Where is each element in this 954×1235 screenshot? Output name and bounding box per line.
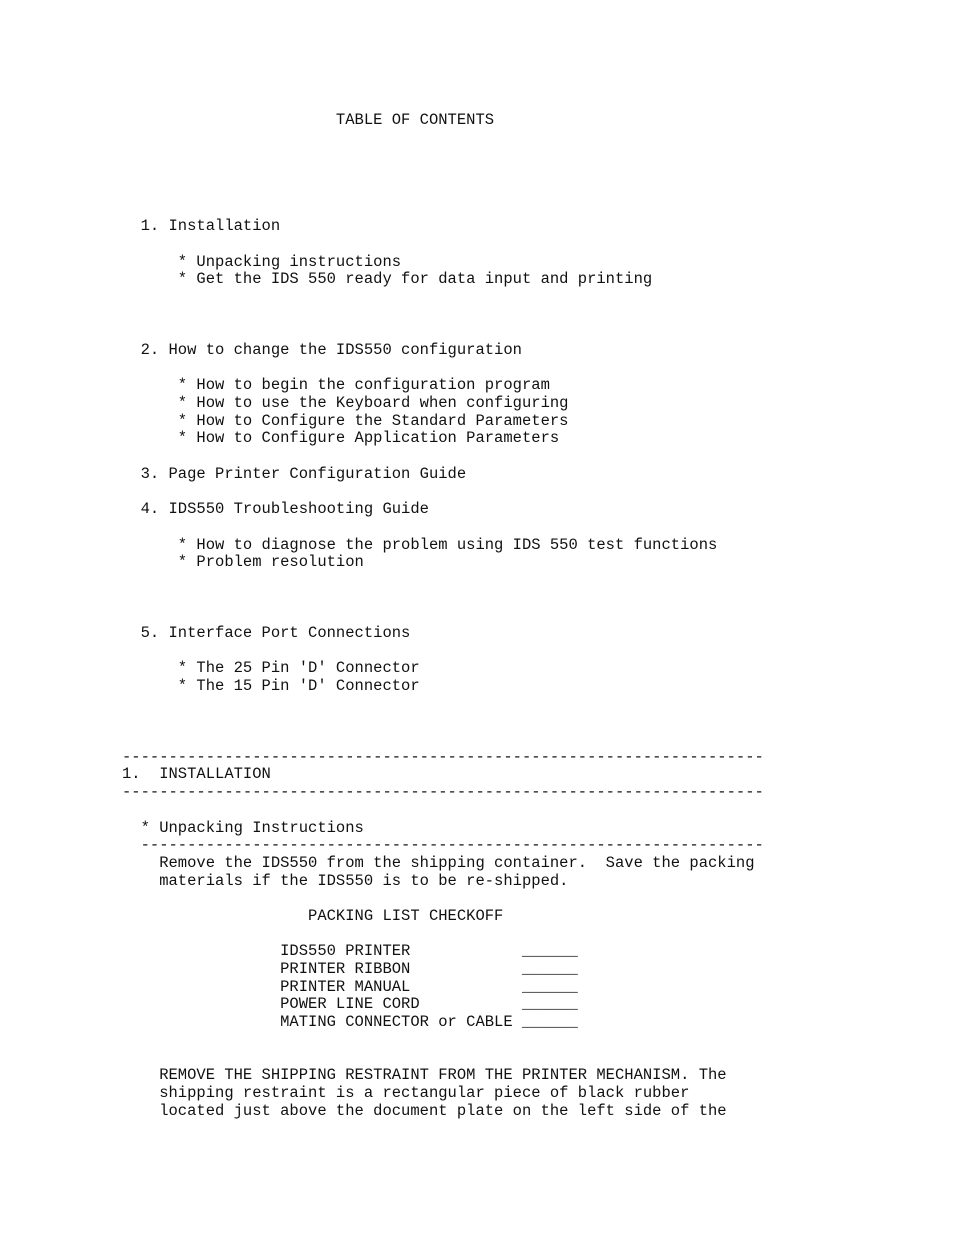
text-line: * Problem resolution bbox=[122, 553, 364, 572]
text-line bbox=[122, 713, 764, 731]
text-line bbox=[122, 147, 764, 165]
text-line bbox=[122, 643, 764, 661]
text-line: * Unpacking instructions bbox=[122, 252, 402, 271]
text-line: Remove the IDS550 from the shipping container. Save the packing bbox=[122, 853, 755, 872]
text-line: PRINTER RIBBON ______ bbox=[122, 960, 578, 978]
text-line: PRINTER MANUAL ______ bbox=[122, 977, 578, 996]
text-line bbox=[122, 890, 764, 908]
text-line: POWER LINE CORD ______ bbox=[122, 995, 578, 1014]
text-line bbox=[122, 1049, 764, 1067]
text-line: * How to begin the configuration program bbox=[122, 376, 550, 395]
document-page bbox=[122, 112, 764, 1120]
text-line: 1. Installation bbox=[122, 217, 281, 236]
text-line: REMOVE THE SHIPPING RESTRAINT FROM THE PRINTER MECHANISM. The bbox=[122, 1066, 727, 1085]
text-line: 2. How to change the IDS550 configuration bbox=[122, 340, 522, 359]
text-line: located just above the document plate on the left side of the bbox=[122, 1101, 727, 1120]
text-line bbox=[122, 200, 764, 218]
text-line bbox=[122, 926, 764, 944]
text-line: shipping restraint is a rectangular piece of black rubber bbox=[122, 1083, 690, 1102]
text-line: --------------------------------------------------------------------- bbox=[122, 783, 764, 802]
text-line: 3. Page Printer Configuration Guide bbox=[122, 464, 467, 483]
text-line bbox=[122, 183, 764, 201]
text-line: materials if the IDS550 is to be re-shipped. bbox=[122, 871, 569, 890]
text-line: * How to Configure the Standard Parameters bbox=[122, 411, 569, 430]
text-line bbox=[122, 590, 764, 608]
text-line: ------------------------------------------------------------------- bbox=[122, 836, 764, 855]
text-line bbox=[122, 360, 764, 378]
text-line: IDS550 PRINTER ______ bbox=[122, 942, 578, 961]
text-line bbox=[122, 236, 764, 254]
text-line bbox=[122, 165, 764, 183]
text-line: MATING CONNECTOR or CABLE ______ bbox=[122, 1013, 578, 1032]
text-line: 4. IDS550 Troubleshooting Guide bbox=[122, 500, 429, 519]
text-line: * The 25 Pin 'D' Connector bbox=[122, 659, 420, 678]
text-line: * Get the IDS 550 ready for data input and printing bbox=[122, 270, 653, 289]
text-line: * How to Configure Application Parameters bbox=[122, 429, 560, 448]
text-line bbox=[122, 696, 764, 714]
text-line: * Unpacking Instructions bbox=[122, 818, 364, 837]
text-line bbox=[122, 519, 764, 537]
text-line bbox=[122, 324, 764, 342]
text-line: --------------------------------------------------------------------- bbox=[122, 747, 764, 766]
text-line bbox=[122, 307, 764, 325]
text-line: TABLE OF CONTENTS bbox=[122, 111, 495, 129]
text-line bbox=[122, 289, 764, 307]
text-line bbox=[122, 802, 764, 820]
text-line bbox=[122, 572, 764, 590]
text-line: * How to use the Keyboard when configuring bbox=[122, 394, 569, 412]
text-line bbox=[122, 483, 764, 501]
text-line bbox=[122, 1032, 764, 1050]
text-line bbox=[122, 130, 764, 148]
text-line: PACKING LIST CHECKOFF bbox=[122, 906, 504, 925]
text-line: 1. INSTALLATION bbox=[122, 765, 271, 784]
text-line bbox=[122, 448, 764, 466]
text-line bbox=[122, 731, 764, 749]
text-line: * How to diagnose the problem using IDS 550 test functions bbox=[122, 535, 718, 554]
text-line bbox=[122, 607, 764, 625]
text-line: * The 15 Pin 'D' Connector bbox=[122, 677, 420, 695]
text-line: 5. Interface Port Connections bbox=[122, 623, 411, 642]
